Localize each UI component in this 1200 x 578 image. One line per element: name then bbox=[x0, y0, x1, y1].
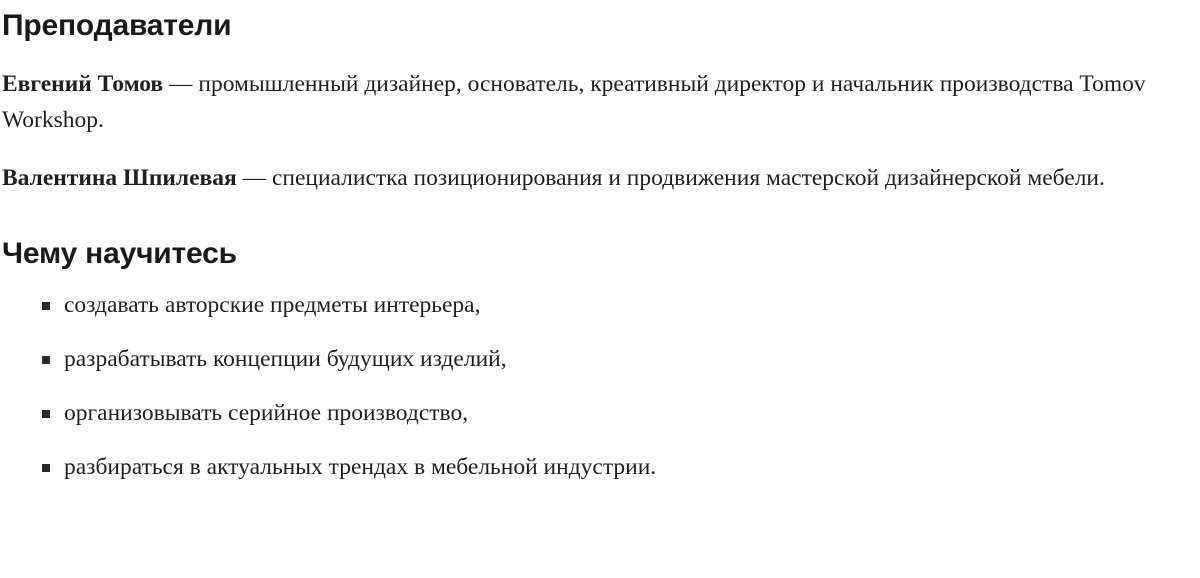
section-spacer bbox=[2, 196, 1194, 236]
list-item-label: создавать авторские предметы интерьера, bbox=[64, 292, 481, 318]
list-item bbox=[2, 398, 1194, 428]
list-item-label: организовывать серийное производство, bbox=[64, 400, 469, 426]
square-bullet-icon bbox=[42, 464, 50, 472]
list-item-label: разбираться в актуальных трендах в мебельной индустрии. bbox=[64, 454, 657, 480]
teacher-entry bbox=[2, 66, 1194, 138]
list-item bbox=[2, 344, 1194, 374]
teacher-description: — промышленный дизайнер, основатель, креативный директор и начальник производства Tomov Workshop. bbox=[2, 71, 1146, 133]
learn-outcomes-list bbox=[2, 290, 1194, 482]
list-item bbox=[2, 452, 1194, 482]
square-bullet-icon bbox=[42, 356, 50, 364]
list-item bbox=[2, 290, 1194, 320]
teacher-description: — специалистка позиционирования и продвижения мастерской дизайнерской мебели. bbox=[236, 165, 1105, 191]
teacher-entry bbox=[2, 160, 1194, 196]
page-title-learn: Чему научитесь bbox=[2, 237, 237, 270]
square-bullet-icon bbox=[42, 302, 50, 310]
page-title-teachers: Преподаватели bbox=[2, 9, 232, 42]
list-item-label: разрабатывать концепции будущих изделий, bbox=[64, 346, 507, 372]
teacher-name: Евгений Томов bbox=[2, 71, 164, 97]
square-bullet-icon bbox=[42, 410, 50, 418]
teacher-name: Валентина Шпилевая bbox=[2, 165, 237, 191]
